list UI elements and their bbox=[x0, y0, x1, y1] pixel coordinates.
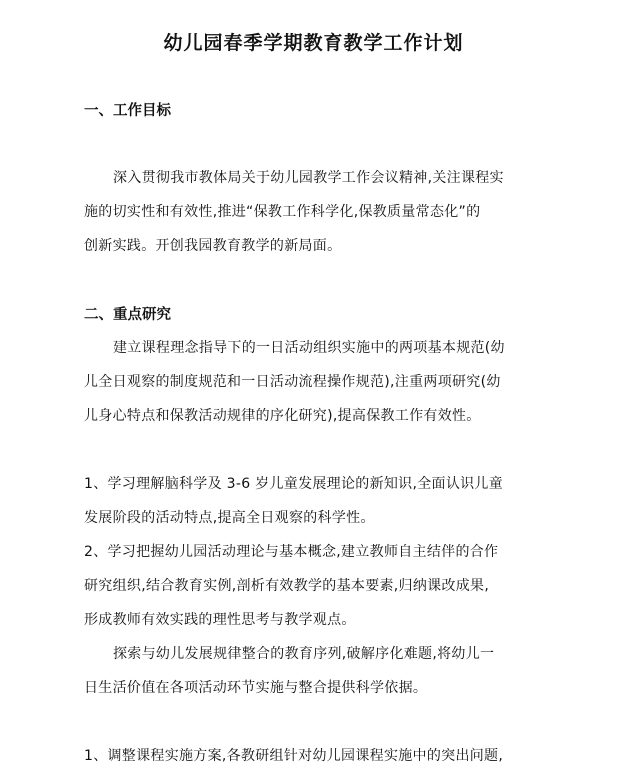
paragraph-line: 创新实践。开创我园教育教学的新局面。 bbox=[84, 238, 342, 254]
list-item-line: 1、调整课程实施方案,各教研组针对幼儿园课程实施中的突出问题, bbox=[84, 748, 504, 764]
paragraph-line: 建立课程理念指导下的一日活动组织实施中的两项基本规范(幼 bbox=[113, 340, 505, 356]
list-item-line: 1、学习理解脑科学及 3-6 岁儿童发展理论的新知识,全面认识儿童 bbox=[84, 476, 504, 492]
section-heading-goals: 一、工作目标 bbox=[84, 103, 171, 119]
list-item-line: 2、学习把握幼儿园活动理论与基本概念,建立教师自主结伴的合作 bbox=[84, 544, 499, 560]
list-item-line: 发展阶段的活动特点,提高全日观察的科学性。 bbox=[84, 510, 375, 526]
list-item-line: 形成教师有效实践的理性思考与教学观点。 bbox=[84, 612, 356, 628]
paragraph-line: 日生活价值在各项活动环节实施与整合提供科学依据。 bbox=[84, 680, 428, 696]
paragraph-line: 施的切实性和有效性,推进“保教工作科学化,保教质量常态化”的 bbox=[84, 204, 481, 220]
paragraph-line: 儿全日观察的制度规范和一日活动流程操作规范),注重两项研究(幼 bbox=[84, 374, 501, 390]
paragraph-line: 探索与幼儿发展规律整合的教育序列,破解序化难题,将幼儿一 bbox=[113, 646, 495, 662]
paragraph-line: 儿身心特点和保教活动规律的序化研究),提高保教工作有效性。 bbox=[84, 408, 481, 424]
paragraph-line: 深入贯彻我市教体局关于幼儿园教学工作会议精神,关注课程实 bbox=[113, 170, 504, 186]
page-title: 幼儿园春季学期教育教学工作计划 bbox=[163, 32, 464, 54]
section-heading-research: 二、重点研究 bbox=[84, 307, 171, 323]
list-item-line: 研究组织,结合教育实例,剖析有效教学的基本要素,归纳课改成果, bbox=[84, 578, 490, 594]
